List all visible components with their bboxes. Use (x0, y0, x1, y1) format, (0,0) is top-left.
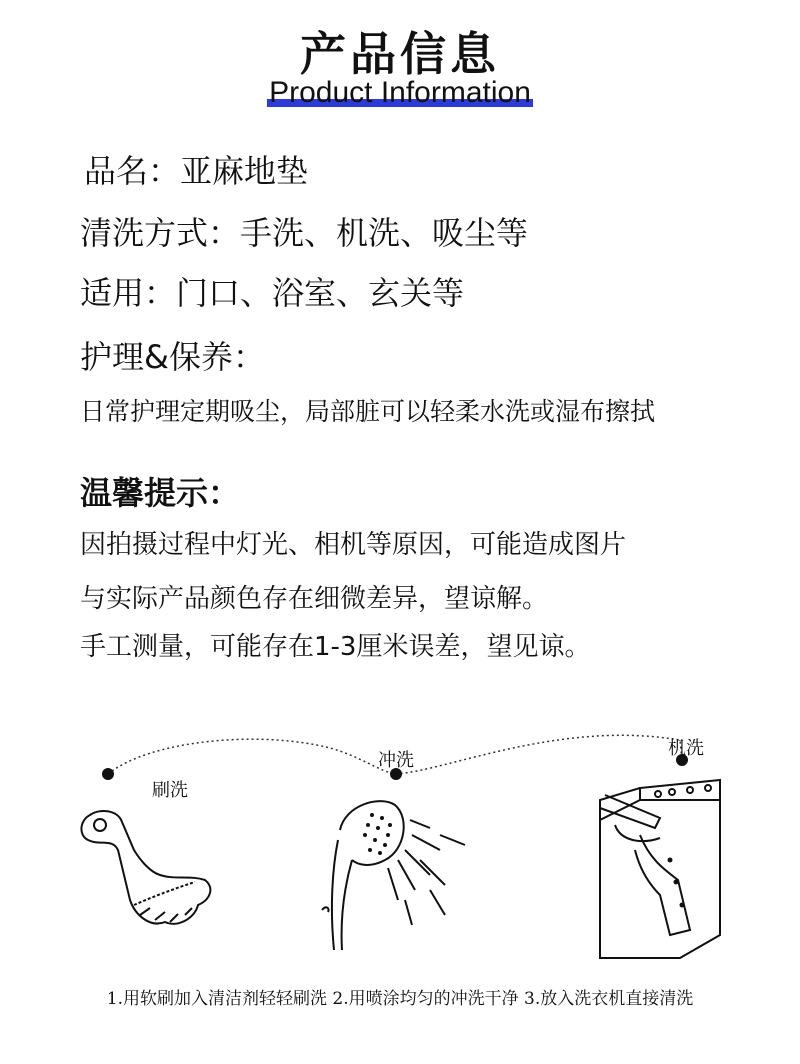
washing-machine-icon (600, 780, 720, 958)
tips-line-1: 因拍摄过程中灯光、相机等原因，可能造成图片 (80, 530, 627, 560)
usage-areas: 适用：门口、浴室、玄关等 (80, 274, 465, 312)
brush-icon (81, 811, 210, 924)
step-dot-1 (102, 768, 114, 780)
care-text: 日常护理定期吸尘，局部脏可以轻柔水洗或湿布擦拭 (80, 397, 656, 426)
brush-label: 刷洗 (152, 780, 188, 801)
tips-line-3: 手工测量，可能存在1-3厘米误差，望见谅。 (80, 632, 591, 662)
tips-line-2: 与实际产品颜色存在细微差异，望谅解。 (80, 584, 549, 614)
cleaning-methods: 清洗方式：手洗、机洗、吸尘等 (80, 214, 529, 252)
care-title: 护理&保养： (80, 338, 265, 376)
shower-head-icon (322, 801, 465, 950)
machine-label: 机洗 (668, 738, 704, 759)
subtitle-text: Product Information (269, 76, 531, 109)
subtitle (267, 76, 533, 110)
rinse-label: 冲洗 (378, 750, 414, 771)
product-name: 品名：亚麻地垫 (84, 152, 309, 190)
steps-caption: 1.用软刷加入清洁剂轻轻刷洗 2.用喷涂均匀的冲洗干净 3.放入洗衣机直接清洗 (106, 989, 694, 1009)
subtitle-block (0, 76, 800, 110)
page-title: 产品信息 (300, 27, 500, 81)
tips-title: 温馨提示： (80, 474, 241, 512)
